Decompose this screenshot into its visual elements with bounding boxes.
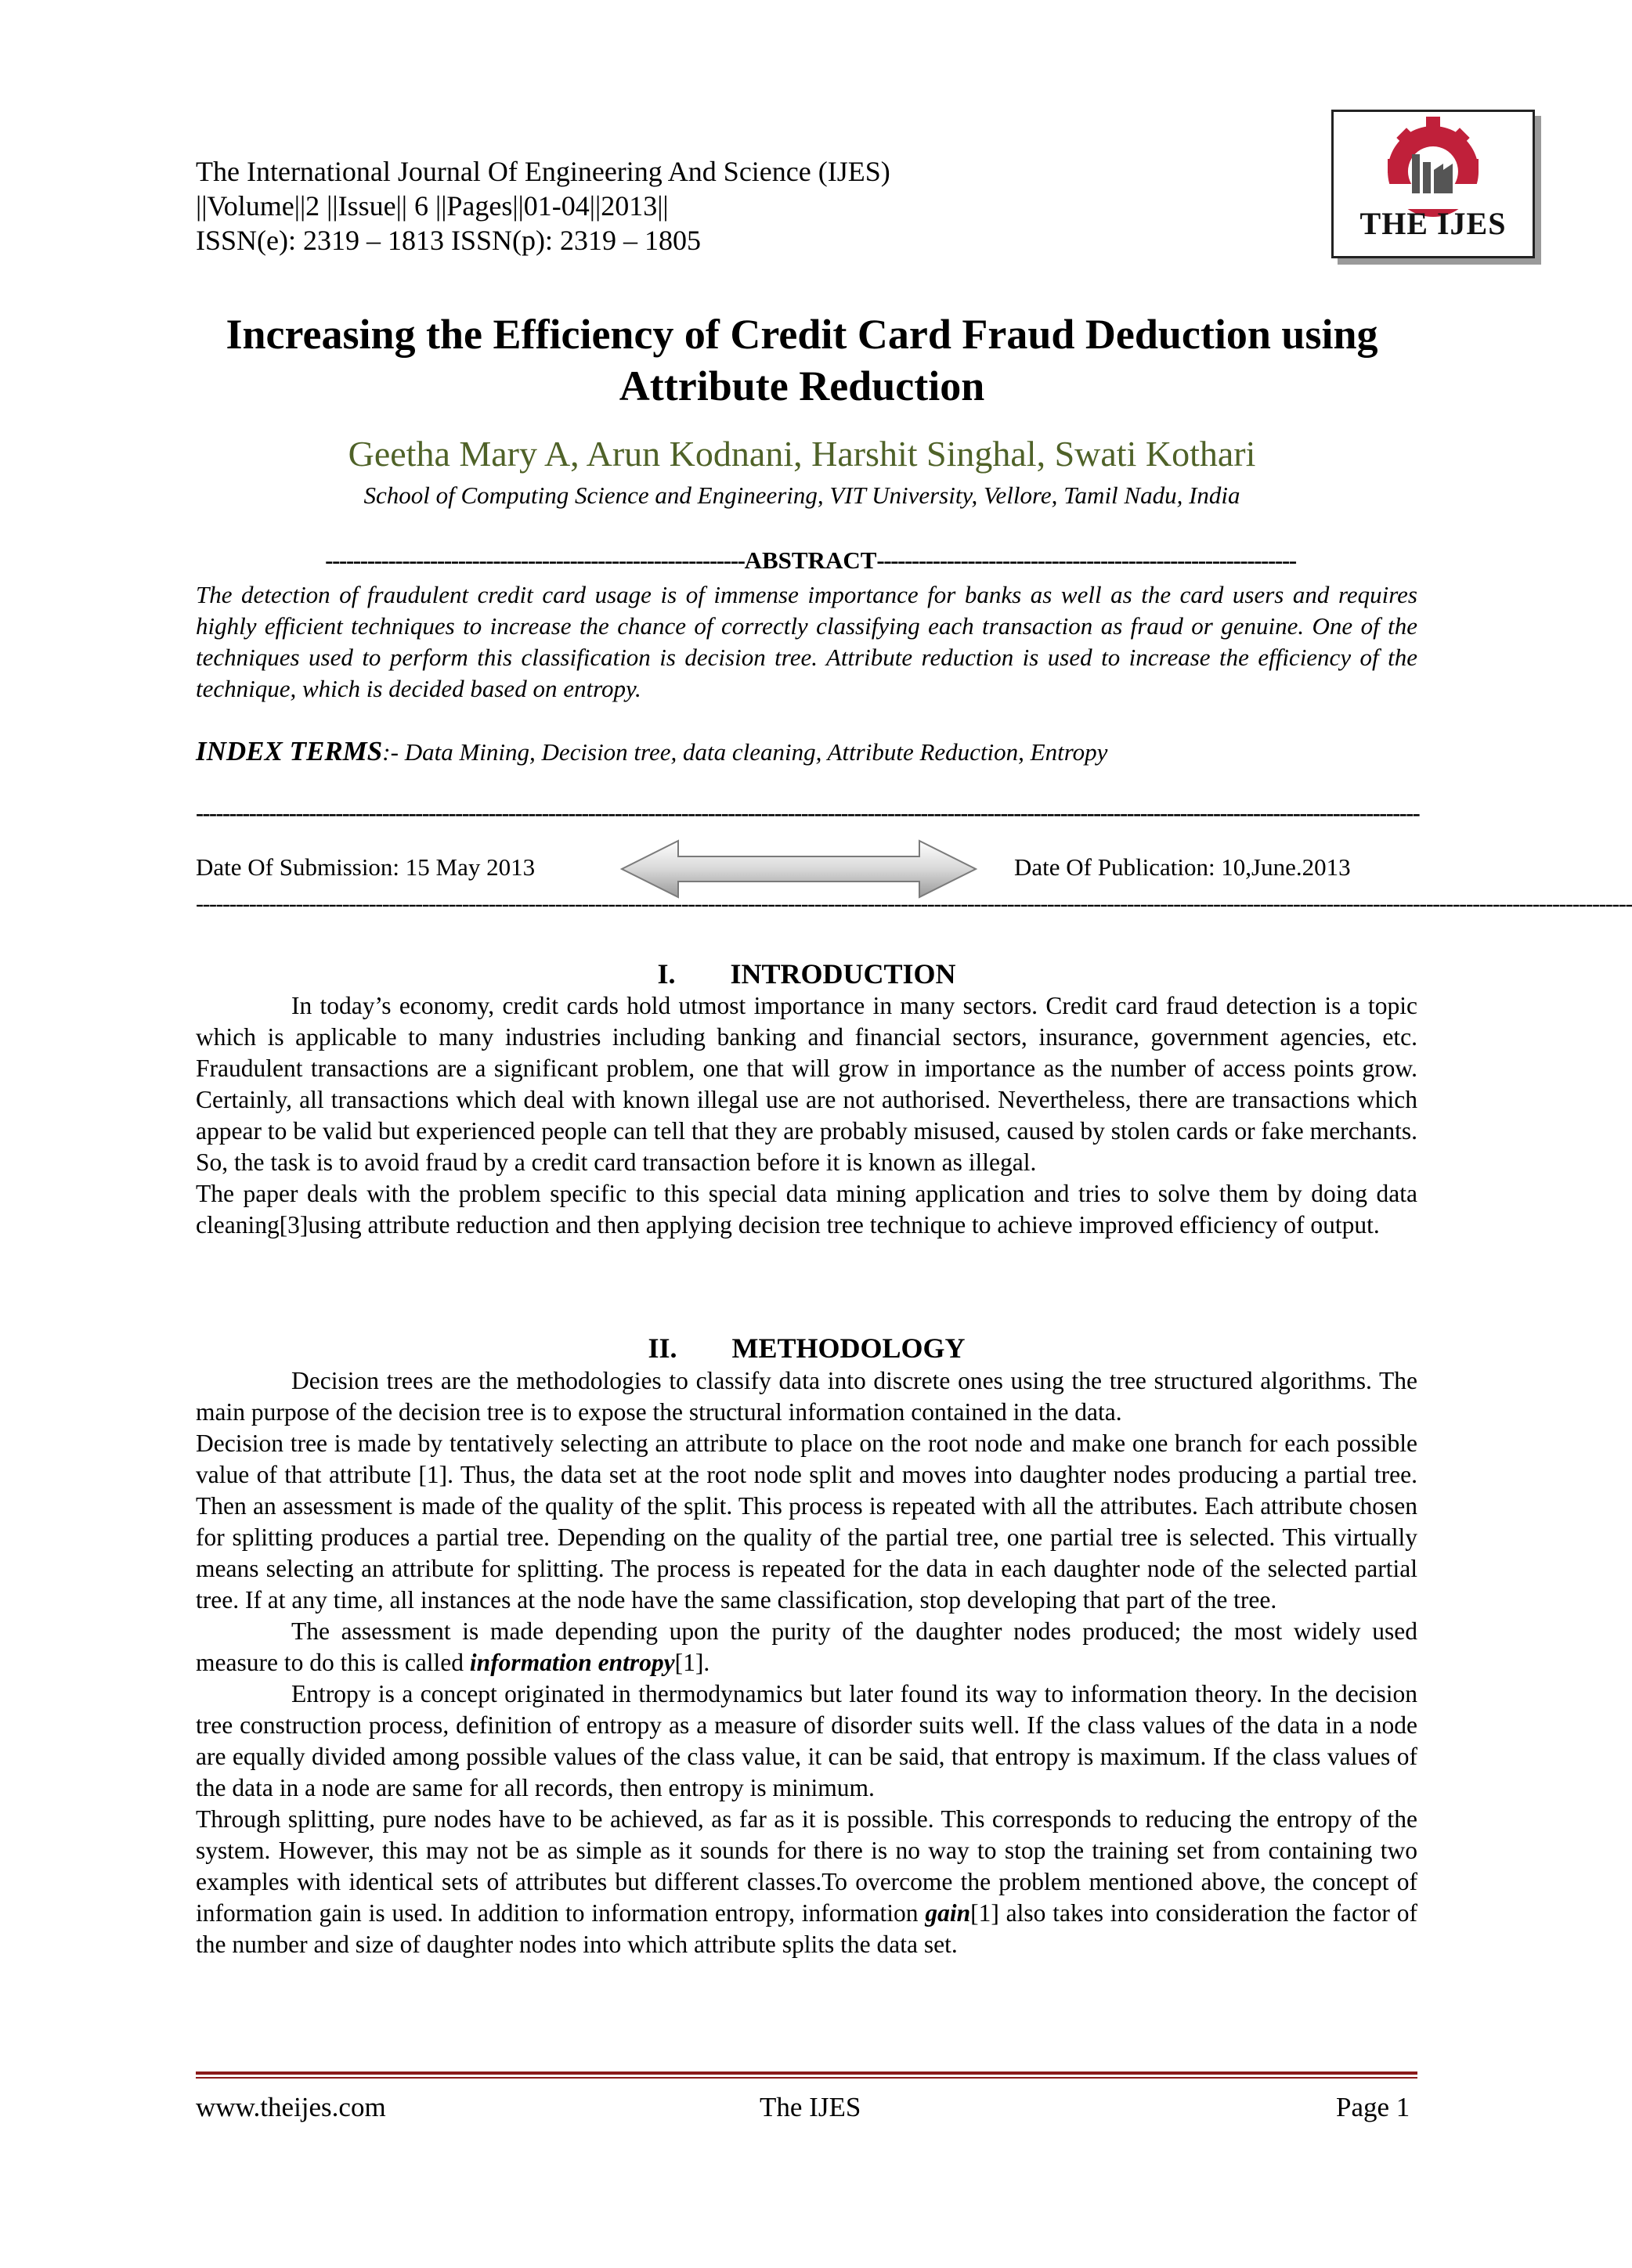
title-line-2: Attribute Reduction [619, 362, 985, 409]
index-terms-list: Data Mining, Decision tree, data cleaning, Attribute Reduction, Entropy [404, 738, 1108, 766]
volume-info: ||Volume||2 ||Issue|| 6 ||Pages||01-04||2013|| [196, 190, 669, 222]
submission-date: Date Of Submission: 15 May 2013 [196, 853, 536, 881]
publication-date: Date Of Publication: 10,June.2013 [1014, 853, 1351, 881]
citation: [1]. [674, 1649, 710, 1676]
author-list: Geetha Mary A, Arun Kodnani, Harshit Singhal, Swati Kothari [348, 434, 1256, 474]
section-number: I. [657, 958, 676, 990]
section-heading-methodology [196, 1331, 1417, 1365]
title-line-1: Increasing the Efficiency of Credit Card Fraud Deduction using [226, 311, 1378, 358]
footer-rule [196, 2071, 1417, 2075]
footer-rule-thin [196, 2077, 1417, 2079]
gear-factory-icon [1334, 115, 1533, 209]
paragraph: Decision trees are the methodologies to classify data into discrete ones using the tree structured algorithms. The main purpose of the decision tree is to expose the structural information contained in the data. [196, 1367, 1417, 1426]
section-title: INTRODUCTION [730, 958, 956, 990]
introduction-body [196, 990, 1417, 1241]
logo-text: THE IJES [1359, 206, 1507, 241]
term-information-entropy: information entropy [469, 1649, 675, 1676]
footer-website: www.theijes.com [196, 2092, 386, 2122]
index-terms [196, 736, 1417, 768]
abstract-heading: ABSTRACT [744, 546, 877, 574]
page-number: Page 1 [1336, 2092, 1410, 2122]
term-gain: gain [925, 1899, 971, 1927]
section-heading-introduction [196, 957, 1417, 991]
section-title: METHODOLOGY [731, 1332, 966, 1364]
dash-rule-right: ------------------------------------------------------------ [876, 546, 1296, 574]
index-terms-label: INDEX TERMS [196, 736, 383, 766]
abstract-heading-rule [196, 545, 1425, 576]
paragraph: Decision tree is made by tentatively selecting an attribute to place on the root node and make one branch for each possible value of that attribute [1]. Thus, the data set at the root node split and moves into daughter nodes producing a partial tree. Then an assessment is made of the quality of the split. This process is repeated with all the attributes. Each attribute chosen for splitting produces a partial tree. Depending on the quality of the partial tree, one partial tree is selected. This virtually means selecting an attribute for splitting. The process is repeated for the data in each daughter node of the selected partial tree. If at any time, all instances at the node have the same classification, stop developing that part of the tree. [196, 1430, 1417, 1614]
divider-rule-2: ------------------------------------------------------------------------------------------------------------------------------------------------------------------------------------------------------------------------ [196, 891, 1632, 917]
section-number: II. [648, 1332, 677, 1364]
paragraph-text: The assessment is made depending upon the purity of the daughter nodes produced; the most widely used measure to do this is called [196, 1617, 1417, 1676]
footer-journal: The IJES [760, 2092, 861, 2122]
paragraph [196, 1804, 1417, 1960]
affiliation: School of Computing Science and Engineering, VIT University, Vellore, Tamil Nadu, India [363, 481, 1240, 509]
methodology-body [196, 1365, 1417, 1960]
ijes-logo [1331, 110, 1535, 258]
paragraph-text: [1] also takes into consideration the factor of the number and size of daughter nodes into which attribute splits the data set. [196, 1899, 1417, 1958]
paragraph: In today’s economy, credit cards hold utmost importance in many sectors. Credit card fraud detection is a topic which is applicable to many industries including banking and financial sectors, insurance, government agencies, etc. Fraudulent transactions are a significant problem, one that will grow in importance as the number of access points grow. Certainly, all transactions which deal with known illegal use are not authorised. Nevertheless, there are transactions which appear to be valid but experienced people can tell that they are probably misused, caused by stolen cards or fake merchants. So, the task is to avoid fraud by a credit card transaction before it is known as illegal. [196, 992, 1417, 1176]
issn-info: ISSN(e): 2319 – 1813 ISSN(p): 2319 – 1805 [196, 225, 701, 256]
journal-name: The International Journal Of Engineering And Science (IJES) [196, 156, 890, 187]
divider-rule: ---------------------------------------------------------------------------------------------------------------------------------------------------------------------------------------- [196, 800, 1420, 826]
paragraph: The paper deals with the problem specific to this special data mining application and tries to solve them by doing data cleaning[3]using attribute reduction and then applying decision tree technique to achieve improved efficiency of output. [196, 1180, 1417, 1239]
paragraph [196, 1616, 1417, 1678]
paper-title [157, 308, 1447, 412]
abstract-text: The detection of fraudulent credit card usage is of immense importance for banks as well as the card users and requires highly efficient techniques to increase the chance of correctly classifying each transaction as fraud or genuine. One of the techniques used to perform this classification is decision tree. Attribute reduction is used to increase the efficiency of the technique, which is decided based on entropy. [196, 581, 1417, 702]
paragraph: Entropy is a concept originated in thermodynamics but later found its way to information theory. In the decision tree construction process, definition of entropy as a measure of disorder suits well. If the class values of the data in a node are equally divided among possible values of the class value, it can be said, that entropy is maximum. If the class values of the data in a node are same for all records, then entropy is minimum. [196, 1680, 1417, 1801]
index-terms-separator: :- [382, 738, 405, 766]
paragraph-text: Through splitting, pure nodes have to be achieved, as far as it is possible. This corresponds to reducing the entropy of the system. However, this may not be as simple as it sounds for there is no way to stop the training set from containing two examples with identical sets of attributes but different classes.To overcome the problem mentioned above, the concept of information gain is used. In addition to information entropy, information [196, 1805, 1417, 1927]
dash-rule-left: ------------------------------------------------------------ [325, 546, 745, 574]
